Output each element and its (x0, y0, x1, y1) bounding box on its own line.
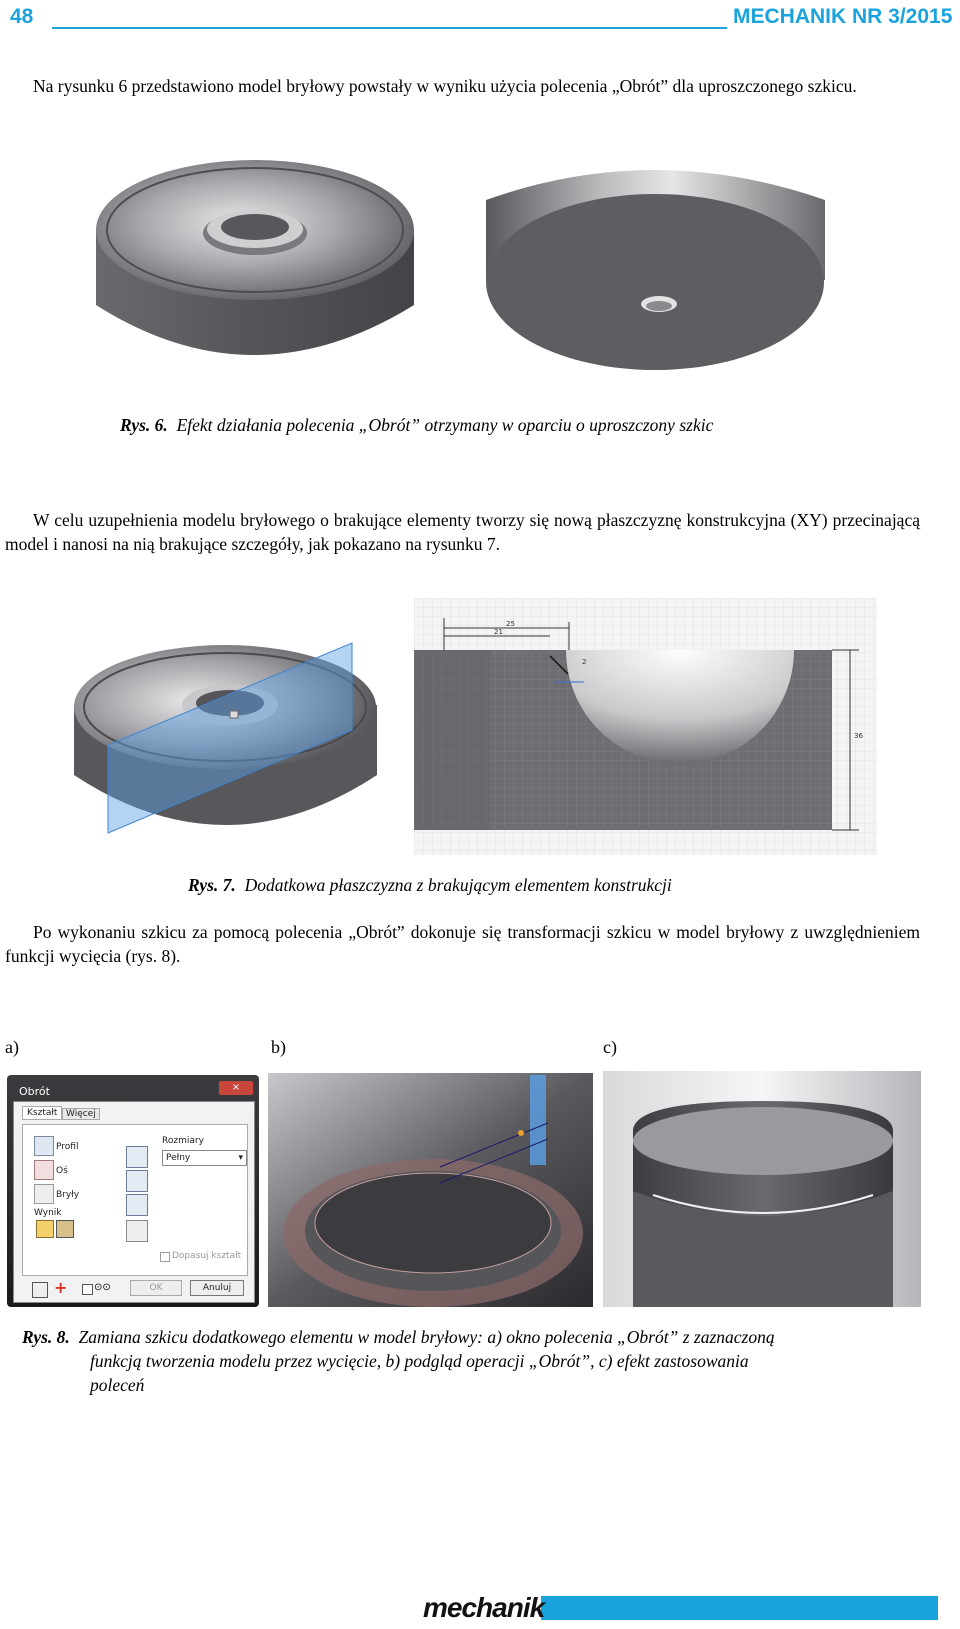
figure-8-sublabel-c: c) (603, 1037, 617, 1057)
dialog-close-button[interactable]: × (219, 1081, 253, 1095)
extents-select[interactable] (162, 1150, 247, 1166)
page-number: 48 (10, 5, 34, 28)
dimension-25: 25 (506, 620, 515, 628)
figure-8b-preview (268, 1073, 593, 1307)
output-solid-button[interactable] (126, 1146, 148, 1168)
figure-8-sublabel-a: a) (5, 1037, 19, 1057)
tab-shape[interactable]: Kształt (22, 1106, 62, 1120)
figure-7-label: Rys. 7. (188, 875, 236, 895)
figure-8-caption-line-1 (22, 1325, 922, 1349)
match-shape-label: Dopasuj kształt (172, 1251, 242, 1261)
glasses-icon: ⊙⊙ (94, 1282, 111, 1293)
tab-more[interactable]: Więcej (62, 1108, 100, 1120)
plus-icon[interactable]: + (54, 1278, 68, 1297)
preview-checkbox[interactable] (82, 1284, 93, 1295)
chevron-down-icon: ▾ (238, 1153, 243, 1163)
axis-select-icon[interactable] (34, 1160, 54, 1180)
extents-value: Pełny (166, 1153, 191, 1163)
solids-select-icon[interactable] (34, 1184, 54, 1204)
cancel-button[interactable]: Anuluj (190, 1280, 244, 1296)
figure-6-label: Rys. 6. (120, 415, 168, 435)
figure-6-right-model (478, 160, 833, 380)
figure-7-left-model (70, 625, 385, 840)
figure-6-left-model (88, 155, 423, 375)
profile-select-icon[interactable] (34, 1136, 54, 1156)
axis-label: Oś (56, 1166, 68, 1176)
figure-8-caption-line-2: funkcją tworzenia modelu przez wycięcie, b) podgląd operacji „Obrót”, c) efekt zastosowania (90, 1351, 749, 1371)
profile-label: Profil (56, 1142, 79, 1152)
paragraph-1: Na rysunku 6 przedstawiono model bryłowy powstały w wyniku użycia polecenia „Obrót” dla uproszczonego szkicu. (33, 76, 857, 96)
figure-7-text: Dodatkowa płaszczyzna z brakującym elementem konstrukcji (244, 875, 672, 895)
extents-label: Rozmiary (162, 1136, 204, 1146)
figure-7-sketch (414, 598, 877, 855)
paragraph-3: Po wykonaniu szkicu za pomocą polecenia „Obrót” dokonuje się transformacji szkicu w model bryłowy z uwzględnieniem funkcji wycięcia (rys. 8). (5, 922, 920, 966)
figure-8c-effect (603, 1071, 921, 1307)
solids-label: Bryły (56, 1190, 80, 1200)
figure-8-label: Rys. 8. (22, 1327, 70, 1347)
revolve-dialog (7, 1075, 259, 1307)
match-shape-checkbox[interactable] (160, 1252, 170, 1262)
dimension-2: 2 (582, 658, 587, 666)
figure-8-sublabel-b: b) (271, 1037, 286, 1057)
figure-6-caption (120, 415, 713, 436)
figure-6-text: Efekt działania polecenia „Obrót” otrzymany w oparciu o uproszczony szkic (176, 415, 714, 435)
dialog-title: Obrót (19, 1085, 50, 1098)
footer-logo: mechanik (423, 1592, 545, 1623)
result-join-button[interactable] (36, 1220, 54, 1238)
help-icon[interactable] (32, 1282, 48, 1298)
dimension-21: 21 (494, 628, 503, 636)
result-cut-button[interactable] (56, 1220, 74, 1238)
paragraph-2: W celu uzupełnienia modelu bryłowego o brakujące elementy tworzy się nową płaszczyznę konstrukcyjna (XY) przecinającą model i nanosi na nią brakujące szczegóły, jak pokazano na rysunku 7. (5, 510, 920, 554)
figure-8-caption (22, 1325, 922, 1397)
output-mid-button[interactable] (126, 1194, 148, 1216)
output-extra-button[interactable] (126, 1220, 148, 1242)
header-rule (52, 27, 727, 29)
ok-button[interactable]: OK (130, 1280, 182, 1296)
figure-8-caption-line-3: poleceń (90, 1375, 145, 1395)
figure-8-text-1: Zamiana szkicu dodatkowego elementu w model bryłowy: a) okno polecenia „Obrót” z zaznaczoną (78, 1327, 775, 1347)
journal-title: MECHANIK NR 3/2015 (733, 5, 953, 28)
dialog-body (13, 1101, 255, 1303)
result-label: Wynik (34, 1208, 62, 1218)
figure-7-caption (188, 875, 672, 896)
output-surface-button[interactable] (126, 1170, 148, 1192)
dimension-36: 36 (854, 732, 863, 740)
